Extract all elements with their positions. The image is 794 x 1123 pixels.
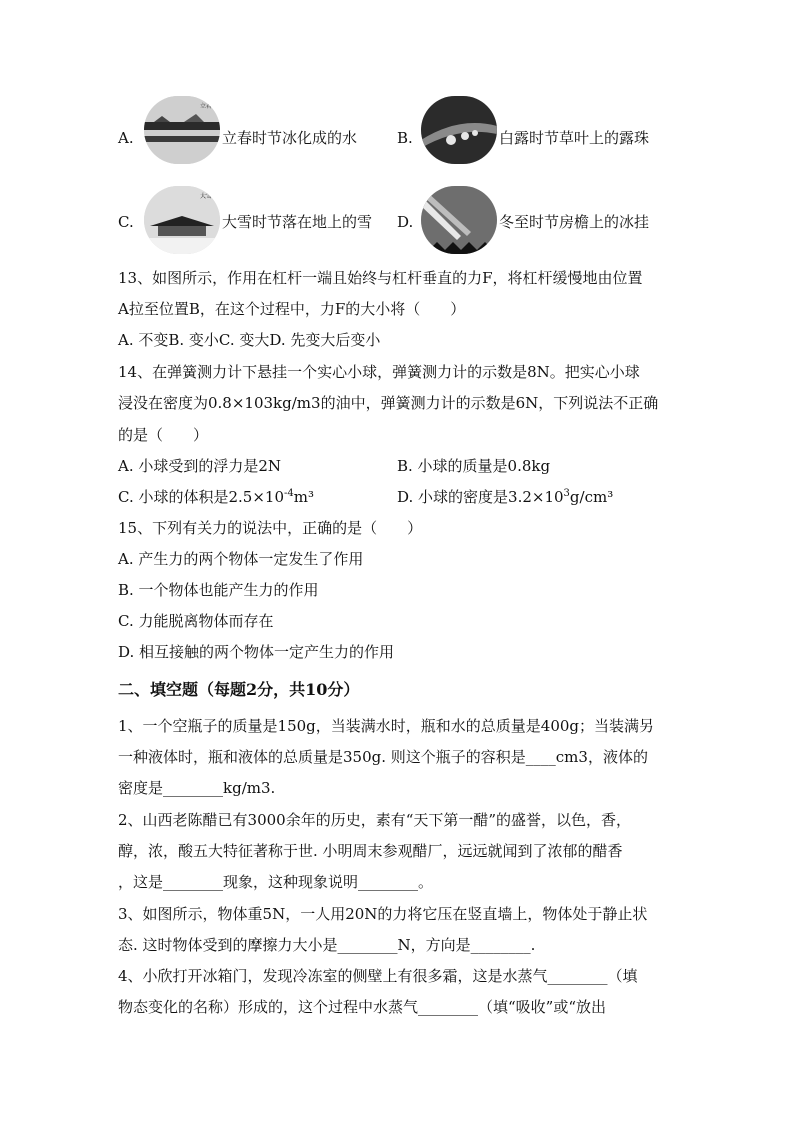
- q14-option-a: A. 小球受到的浮力是2N: [118, 457, 282, 475]
- svg-text:大雪: 大雪: [200, 193, 213, 200]
- option-letter: A.: [118, 129, 134, 147]
- option-letter: B.: [397, 129, 413, 147]
- q12-option-a-letter: [118, 128, 134, 148]
- fill3-line1: 3、如图所示，物体重5N，一人用20N的力将它压在竖直墙上，物体处于静止状: [118, 905, 648, 923]
- q14-stem-line3: 的是（ ）: [118, 426, 209, 444]
- q12-option-c-letter: [118, 212, 134, 232]
- fill4-line1: 4、小欣打开冰箱门，发现冷冻室的侧壁上有很多霜，这是水蒸气________（填: [118, 967, 638, 985]
- q13-stem-line1: 13、如图所示，作用在杠杆一端且始终与杠杆垂直的力F，将杠杆缓慢地由位置: [118, 269, 643, 287]
- snow-on-ground-photo-icon: [144, 186, 220, 254]
- q12-option-d-letter: [397, 212, 413, 232]
- fill2-line3: ，这是________现象，这种现象说明________。: [118, 873, 434, 891]
- q15-option-b: B. 一个物体也能产生力的作用: [118, 581, 319, 599]
- fill1-line3: 密度是________kg/m3.: [118, 779, 276, 797]
- svg-text:立春: 立春: [200, 103, 213, 110]
- ice-melting-photo-icon: [144, 96, 220, 164]
- q14-option-d: [397, 487, 613, 507]
- option-letter: D.: [397, 213, 414, 231]
- dew-on-grass-photo-icon: [421, 96, 497, 164]
- q14-option-c: [118, 487, 314, 507]
- fill4-line2: 物态变化的名称）形成的，这个过程中水蒸气________（填“吸收”或“放出: [118, 998, 607, 1016]
- fill1-line2: 一种液体时，瓶和液体的总质量是350g. 则这个瓶子的容积是____cm3，液体的: [118, 748, 648, 766]
- q14-option-b: B. 小球的质量是0.8kg: [397, 457, 551, 475]
- q12-option-c-text: 大雪时节落在地上的雪: [222, 213, 373, 231]
- q12-option-a-text: 立春时节冰化成的水: [222, 129, 358, 147]
- q12-option-d-text: 冬至时节房檐上的冰挂: [499, 213, 650, 231]
- q13-options: A. 不变B. 变小C. 变大D. 先变大后变小: [118, 331, 381, 349]
- fill2-line1: 2、山西老陈醋已有3000余年的历史，素有“天下第一醋”的盛誉，以色，香，: [118, 811, 632, 829]
- fill1-line1: 1、一个空瓶子的质量是150g，当装满水时，瓶和水的总质量是400g；当装满另: [118, 717, 655, 735]
- fill3-line2: 态. 这时物体受到的摩擦力大小是________N，方向是________.: [118, 936, 536, 954]
- q14-option-c-unit: m³: [293, 488, 314, 506]
- q14-stem-line1: 14、在弹簧测力计下悬挂一个实心小球，弹簧测力计的示数是8N。把实心小球: [118, 363, 640, 381]
- q15-option-c: C. 力能脱离物体而存在: [118, 612, 274, 630]
- q14-stem-line2: 浸没在密度为0.8×103kg/m3的油中，弹簧测力计的示数是6N，下列说法不正确: [118, 394, 659, 412]
- q14-option-d-unit: g/cm³: [569, 488, 614, 506]
- icicles-photo-icon: [421, 186, 497, 254]
- q15-stem: 15、下列有关力的说法中，正确的是（ ）: [118, 519, 423, 537]
- q12-option-b-letter: [397, 128, 413, 148]
- fill2-line2: 醇，浓，酸五大特征著称于世. 小明周末参观醋厂，远远就闻到了浓郁的醋香: [118, 842, 623, 860]
- q14-option-c-prefix: C. 小球的体积是2.5×10: [118, 488, 284, 506]
- q13-stem-line2: A拉至位置B，在这个过程中，力F的大小将（ ）: [118, 300, 466, 318]
- q14-option-d-prefix: D. 小球的密度是3.2×10: [397, 488, 564, 506]
- q14-option-c-exponent: -4: [284, 488, 294, 499]
- q15-option-a: A. 产生力的两个物体一定发生了作用: [118, 550, 364, 568]
- option-letter: C.: [118, 213, 134, 231]
- q15-option-d: D. 相互接触的两个物体一定产生力的作用: [118, 643, 395, 661]
- section-title: 二、填空题（每题2分，共10分）: [118, 680, 360, 699]
- q14-option-d-exponent: 3: [563, 488, 570, 499]
- q12-option-b-text: 白露时节草叶上的露珠: [499, 129, 650, 147]
